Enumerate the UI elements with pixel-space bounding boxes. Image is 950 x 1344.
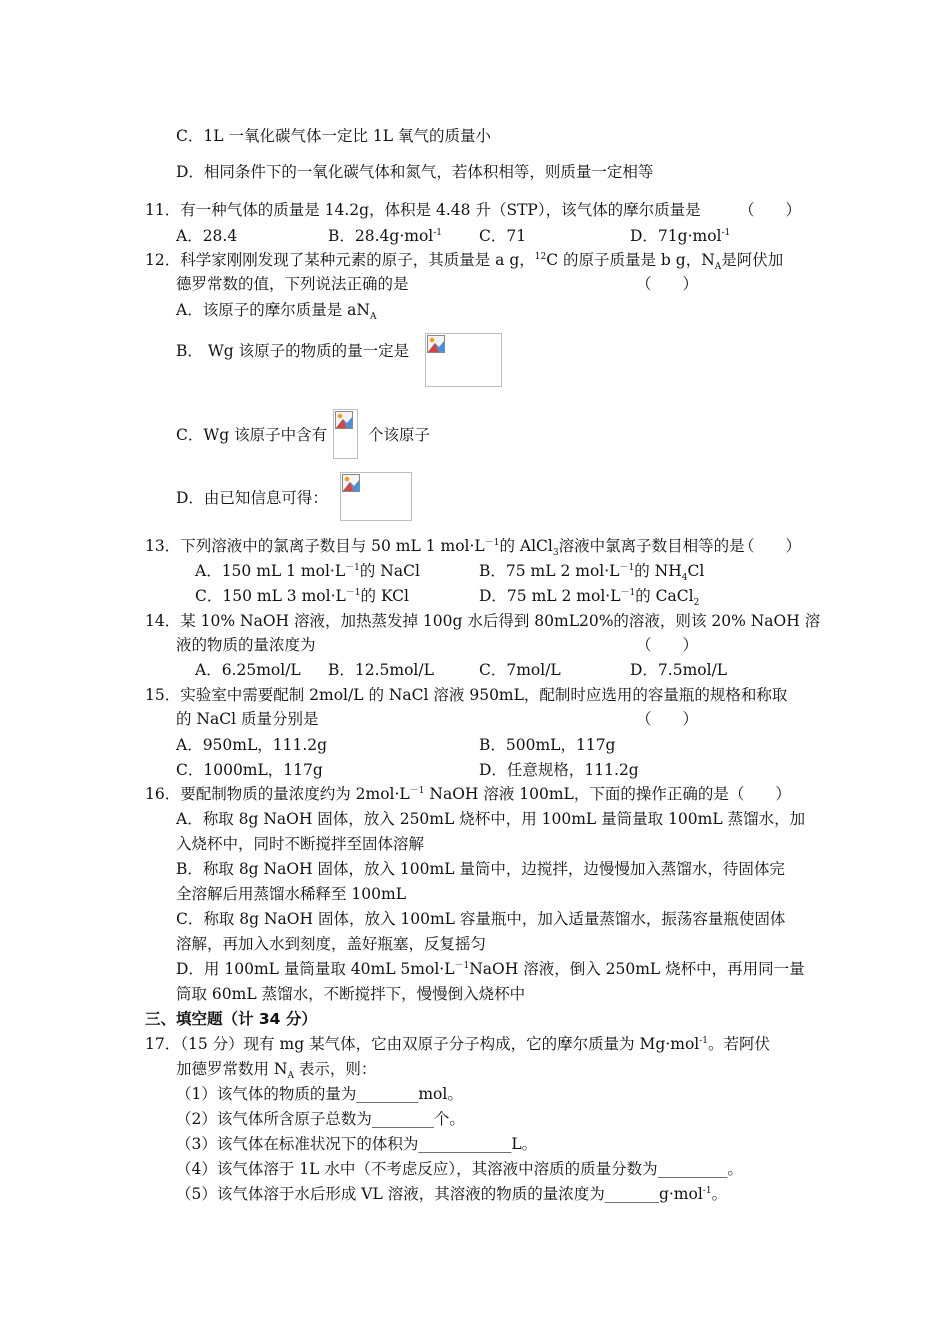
q12-c-formula-image xyxy=(333,409,358,459)
q13-option-b: B．75 mL 2 $mol\cdot L^{-1}$的 $NH_4Cl$ xyxy=(479,562,705,584)
q13-answer-paren: （ ） xyxy=(739,537,802,555)
q12-answer-paren: （ ） xyxy=(636,275,699,293)
q12-option-d: D．由已知信息可得： xyxy=(176,489,328,507)
q15-option-d: D．任意规格，111.2g xyxy=(479,761,639,779)
q12-stem-line2: 德罗常数的值，下列说法正确的是 xyxy=(176,275,409,293)
q17-part-2: （2）该气体所含原子总数为________个。 xyxy=(176,1110,465,1128)
q16-option-b-line1: B．称取 8g NaOH 固体，放入 100mL 量筒中，边搅拌，边慢慢加入蒸馏水，待固体完 xyxy=(176,860,785,878)
q14-option-d: D．7.5mol/L xyxy=(630,661,728,679)
q17-part-3: （3）该气体在标准状况下的体积为____________L。 xyxy=(176,1135,538,1153)
q11-answer-paren: （ ） xyxy=(739,201,802,219)
q14-stem-line1: 14．某 10% NaOH 溶液，加热蒸发掉 100g 水后得到 80mL20%的溶液，则该 20% NaOH 溶 xyxy=(145,612,821,630)
q17-stem-line1: 17．（15 分）现有 mg 某气体，它由双原子分子构成，它的摩尔质量为 Mg·mol$^{-1}$。若阿伏 xyxy=(145,1035,771,1053)
q16-option-c-line1: C．称取 8g NaOH 固体，放入 100mL 容量瓶中，加入适量蒸馏水，振荡容量瓶使固体 xyxy=(176,910,786,928)
q11-option-a: A．28.4 xyxy=(176,227,238,245)
q12-option-c-prefix: C．Wg 该原子中含有 xyxy=(176,426,328,444)
q16-option-d-line2: 筒取 60mL 蒸馏水，不断搅拌下，慢慢倒入烧杯中 xyxy=(176,985,526,1003)
q13-option-d: D．75 mL 2 $mol\cdot L^{-1}$的 CaCl$_2$ xyxy=(479,587,700,609)
q11-stem: 11．有一种气体的质量是 14.2g，体积是 4.48 升（STP），该气体的摩尔质量是 xyxy=(145,201,701,219)
q14-option-c: C．7mol/L xyxy=(479,661,561,679)
q13-option-c: C．150 mL 3 $mol\cdot L^{-1}$的 KCl xyxy=(195,587,409,605)
q16-option-d-line1: D．用 100mL 量筒量取 40mL $5mol\cdot L^{-1}NaOH$ 溶液，倒入 250mL 烧杯中，再用同一量 xyxy=(176,960,805,978)
q16-option-b-line2: 全溶解后用蒸馏水稀释至 100mL xyxy=(176,885,407,903)
q15-option-b: B．500mL，117g xyxy=(479,736,616,754)
q15-answer-paren: （ ） xyxy=(636,710,699,728)
q16-option-a-line2: 入烧杯中，同时不断搅拌至固体溶解 xyxy=(176,835,425,853)
image-placeholder-icon xyxy=(427,335,445,353)
q17-part-1: （1）该气体的物质的量为________mol。 xyxy=(176,1085,463,1103)
q16-stem: 16．要配制物质的量浓度约为 $2mol\cdot L^{-1}$ NaOH 溶液 100mL，下面的操作正确的是（ ） xyxy=(145,785,791,803)
q17-part-4: （4）该气体溶于 1L 水中（不考虑反应），其溶液中溶质的质量分数为_________。 xyxy=(176,1160,743,1178)
q10-option-d: D．相同条件下的一氧化碳气体和氮气，若体积相等，则质量一定相等 xyxy=(176,163,654,181)
q13-option-a: A．150 mL 1 $mol\cdot L^{-1}$的 NaCl xyxy=(195,562,420,580)
q14-option-a: A．6.25mol/L xyxy=(195,661,301,679)
q11-option-d: D．71g·mol$^{-1}$ xyxy=(630,227,731,245)
q17-stem-line2: 加德罗常数用 $N_A$ 表示，则： xyxy=(176,1060,377,1082)
q14-answer-paren: （ ） xyxy=(636,636,699,654)
section-title: 三、填空题（计 34 分） xyxy=(145,1010,317,1028)
q14-option-b: B．12.5mol/L xyxy=(328,661,434,679)
q16-option-a-line1: A．称取 8g NaOH 固体，放入 250mL 烧杯中，用 100mL 量筒量取 100mL 蒸馏水，加 xyxy=(176,810,806,828)
image-placeholder-icon xyxy=(335,411,353,429)
q15-option-a: A．950mL，111.2g xyxy=(176,736,328,754)
q12-stem-line1: 12．科学家刚刚发现了某种元素的原子，其质量是 a g，$^{12}$C 的原子质量是 b g，$N_A$是阿伏加 xyxy=(145,251,784,273)
q12-d-formula-image xyxy=(340,472,412,521)
image-placeholder-icon xyxy=(342,474,360,492)
q13-stem: 13．下列溶液中的氯离子数目与 50 mL 1 $mol\cdot L^{-1}$的 AlCl$_3$溶液中氯离子数目相等的是 xyxy=(145,537,745,559)
q12-option-c-suffix: 个该原子 xyxy=(368,426,431,444)
q15-stem-line2: 的 NaCl 质量分别是 xyxy=(176,710,319,728)
q17-part-5: （5）该气体溶于水后形成 VL 溶液，其溶液的物质的量浓度为_______g·mol$^{-1}$。 xyxy=(176,1185,728,1203)
q12-b-formula-image xyxy=(425,333,502,387)
q16-option-c-line2: 溶解，再加入水到刻度，盖好瓶塞，反复摇匀 xyxy=(176,935,487,953)
q10-option-c: C．1L 一氧化碳气体一定比 1L 氧气的质量小 xyxy=(176,127,491,145)
q11-option-b: B．28.4g·mol$^{-1}$ xyxy=(328,227,443,245)
q12-option-a: A．该原子的摩尔质量是 $aN_A$ xyxy=(176,301,377,323)
q14-stem-line2: 液的物质的量浓度为 xyxy=(176,636,316,654)
q12-option-b: B． Wg 该原子的物质的量一定是 xyxy=(176,342,410,360)
q11-option-c: C．71 xyxy=(479,227,527,245)
q15-option-c: C．1000mL，117g xyxy=(176,761,323,779)
q15-stem-line1: 15．实验室中需要配制 2mol/L 的 NaCl 溶液 950mL，配制时应选用的容量瓶的规格和称取 xyxy=(145,686,788,704)
